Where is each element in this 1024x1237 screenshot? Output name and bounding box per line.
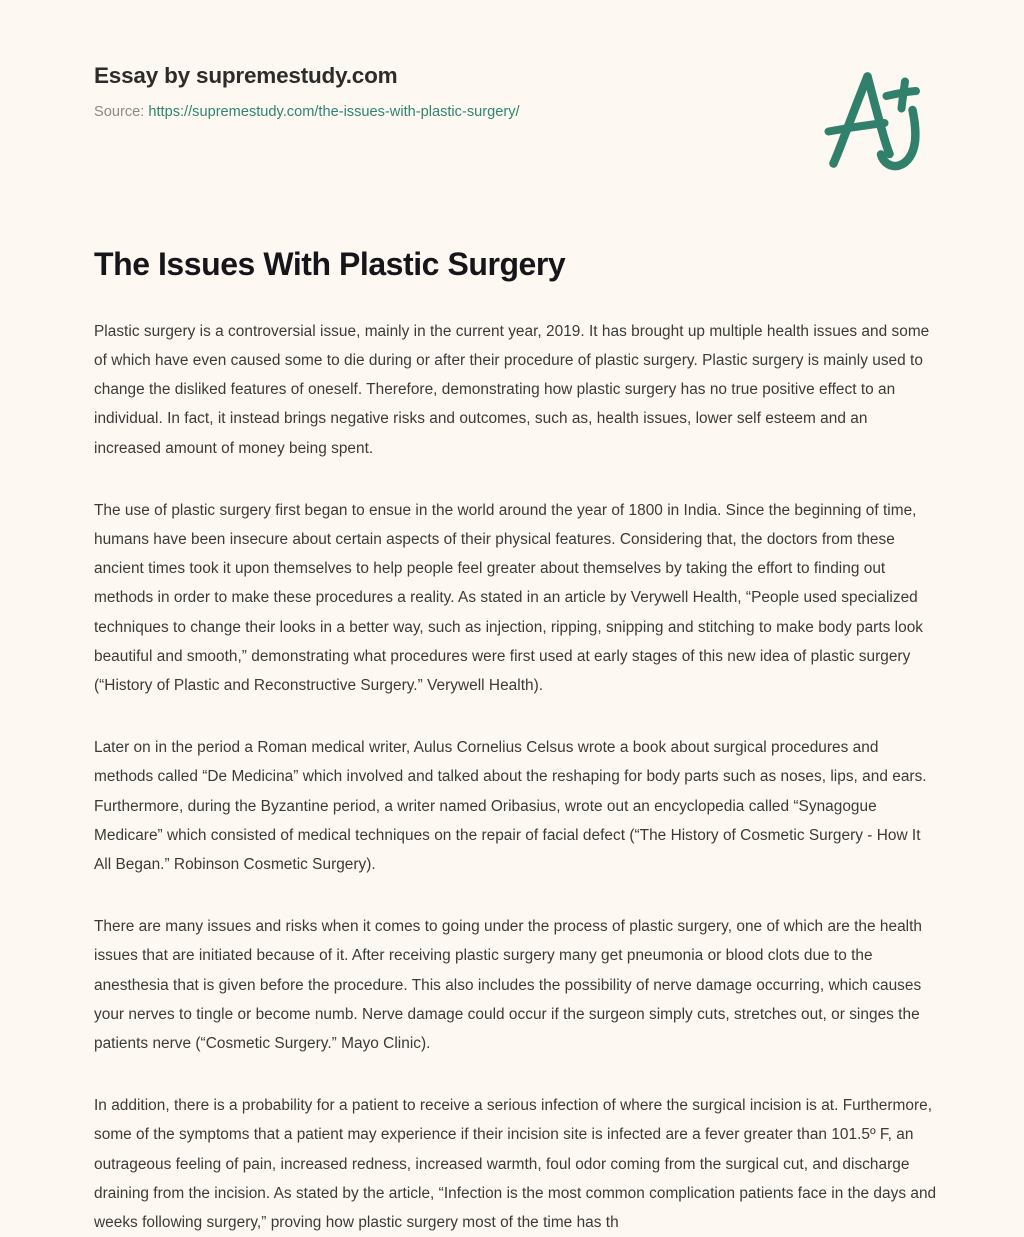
source-line [94, 103, 734, 122]
article-body [94, 317, 938, 1237]
article-title: The Issues With Plastic Surgery [94, 246, 566, 282]
article-paragraph: There are many issues and risks when it comes to going under the process of plastic surgery, one of which are the health issues that are initiated because of it. After receiving plastic surgery many get pneumonia or blood clots due to the anesthesia that is given before the procedure. This also includes the possibility of nerve damage occurring, which causes your nerves to tingle or become numb. Nerve damage could occur if the surgeon simply cuts, stretches out, or singes the patients nerve (“Cosmetic Surgery.” Mayo Clinic). [94, 918, 922, 1053]
source-url-link[interactable]: https://supremestudy.com/the-issues-with-plastic-surgery/ [148, 104, 520, 121]
article-paragraph: The use of plastic surgery first began to ensue in the world around the year of 1800 in India. Since the beginning of time, humans have been insecure about certain aspects of their physical features. Considering that, the doctors from these ancient times took it upon themselves to help people feel greater about themselves by taking the effort to finding out methods in order to make these procedures a reality. As stated in an article by Verywell Health, “People used specialized techniques to change their looks in a better way, such as injection, ripping, snipping and stitching to make body parts look beautiful and smooth,” demonstrating what procedures were first used at early stages of this new idea of plastic surgery (“History of Plastic and Reconstructive Surgery.” Verywell Health). [94, 501, 924, 694]
brand-block [94, 62, 734, 122]
article-paragraph: In addition, there is a probability for a patient to receive a serious infection of where the surgical incision is at. Furthermore, some of the symptoms that a patient may experience if their incision site is infected are a fever greater than 101.5º F, an outrageous feeling of pain, increased redness, increased warmth, foul odor coming from the surgical cut, and discharge draining from the incision. As stated by the article, “Infection is the most common complication patients face in the days and weeks following surgery,” proving how plastic surgery most of the time has th [94, 1097, 937, 1232]
page-header [0, 0, 1024, 200]
article-paragraph: Later on in the period a Roman medical writer, Aulus Cornelius Celsus wrote a book about surgical procedures and methods called “De Medicina” which involved and talked about the reshaping for body parts such as noses, lips, and ears. Furthermore, during the Byzantine period, a writer named Oribasius, wrote out an encyclopedia called “Synagogue Medicare” which consisted of medical techniques on the repair of facial defect (“The History of Cosmetic Surgery - How It All Began.” Robinson Cosmetic Surgery). [94, 739, 927, 873]
article [94, 246, 938, 1237]
source-label: Source: [94, 104, 145, 121]
a-plus-logo[interactable] [812, 62, 936, 174]
article-paragraph: Plastic surgery is a controversial issue, mainly in the current year, 2019. It has brought up multiple health issues and some of which have even caused some to die during or after their procedure of plastic surgery. Plastic surgery is mainly used to change the disliked features of oneself. Therefore, demonstrating how plastic surgery has no true positive effect to an individual. In fact, it instead brings negative risks and outcomes, such as, health issues, lower self esteem and an increased amount of money being spent. [94, 322, 930, 457]
a-plus-logo-icon [812, 62, 936, 174]
brand-title: Essay by supremestudy.com [94, 63, 398, 88]
